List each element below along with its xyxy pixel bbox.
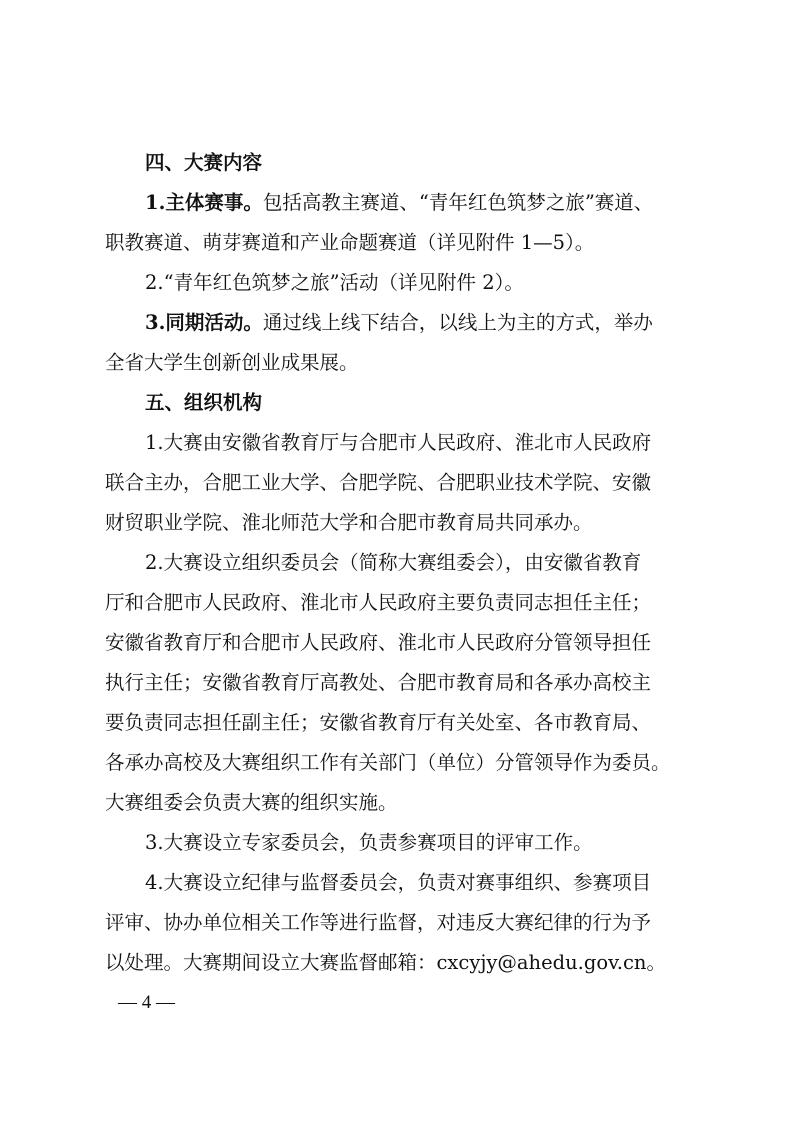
paragraph-line: 安徽省教育厅和合肥市人民政府、淮北市人民政府分管领导担任 — [105, 631, 652, 654]
lead-main-events: 1.主体赛事。 — [145, 191, 263, 214]
paragraph-line: 全省大学生创新创业成果展。 — [105, 351, 359, 374]
paragraph-organizers: 1.大赛由安徽省教育厅与合肥市人民政府、淮北市人民政府 — [145, 431, 652, 454]
text-concurrent-activities-rest: 通过线上线下结合，以线上为主的方式，举办 — [262, 311, 653, 334]
paragraph-expert-committee: 3.大赛设立专家委员会，负责参赛项目的评审工作。 — [145, 831, 593, 854]
section-heading-content: 四、大赛内容 — [145, 151, 263, 174]
lead-concurrent-activities: 3.同期活动。 — [145, 311, 263, 334]
text-main-events-rest: 包括高教主赛道、“青年红色筑梦之旅”赛道、 — [262, 191, 654, 214]
paragraph-line: 职教赛道、萌芽赛道和产业命题赛道（详见附件 1—5）。 — [105, 231, 595, 254]
paragraph-line: 要负责同志担任副主任；安徽省教育厅有关处室、各市教育局、 — [105, 711, 652, 734]
paragraph-line: 财贸职业学院、淮北师范大学和合肥市教育局共同承办。 — [105, 511, 593, 534]
paragraph-committee: 2.大赛设立组织委员会（简称大赛组委会），由安徽省教育 — [145, 551, 642, 574]
paragraph-concurrent-activities — [145, 303, 697, 343]
paragraph-main-events — [145, 183, 697, 223]
paragraph-line: 以处理。大赛期间设立大赛监督邮箱：cxcyjy@ahedu.gov.cn。 — [105, 951, 666, 974]
paragraph-line: 各承办高校及大赛组织工作有关部门（单位）分管领导作为委员。 — [105, 751, 671, 774]
section-heading-organization: 五、组织机构 — [145, 391, 263, 414]
paragraph-line: 联合主办，合肥工业大学、合肥学院、合肥职业技术学院、安徽 — [105, 471, 652, 494]
paragraph-line: 执行主任；安徽省教育厅高教处、合肥市教育局和各承办高校主 — [105, 671, 652, 694]
page-number: — 4 — — [118, 992, 175, 1013]
paragraph-line: 厅和合肥市人民政府、淮北市人民政府主要负责同志担任主任； — [105, 591, 652, 614]
paragraph-line: 评审、协办单位相关工作等进行监督，对违反大赛纪律的行为予 — [105, 911, 652, 934]
paragraph-red-dream-activity: 2.“青年红色筑梦之旅”活动（详见附件 2）。 — [145, 271, 524, 294]
paragraph-discipline-committee: 4.大赛设立纪律与监督委员会，负责对赛事组织、参赛项目 — [145, 871, 652, 894]
paragraph-line: 大赛组委会负责大赛的组织实施。 — [105, 791, 398, 814]
